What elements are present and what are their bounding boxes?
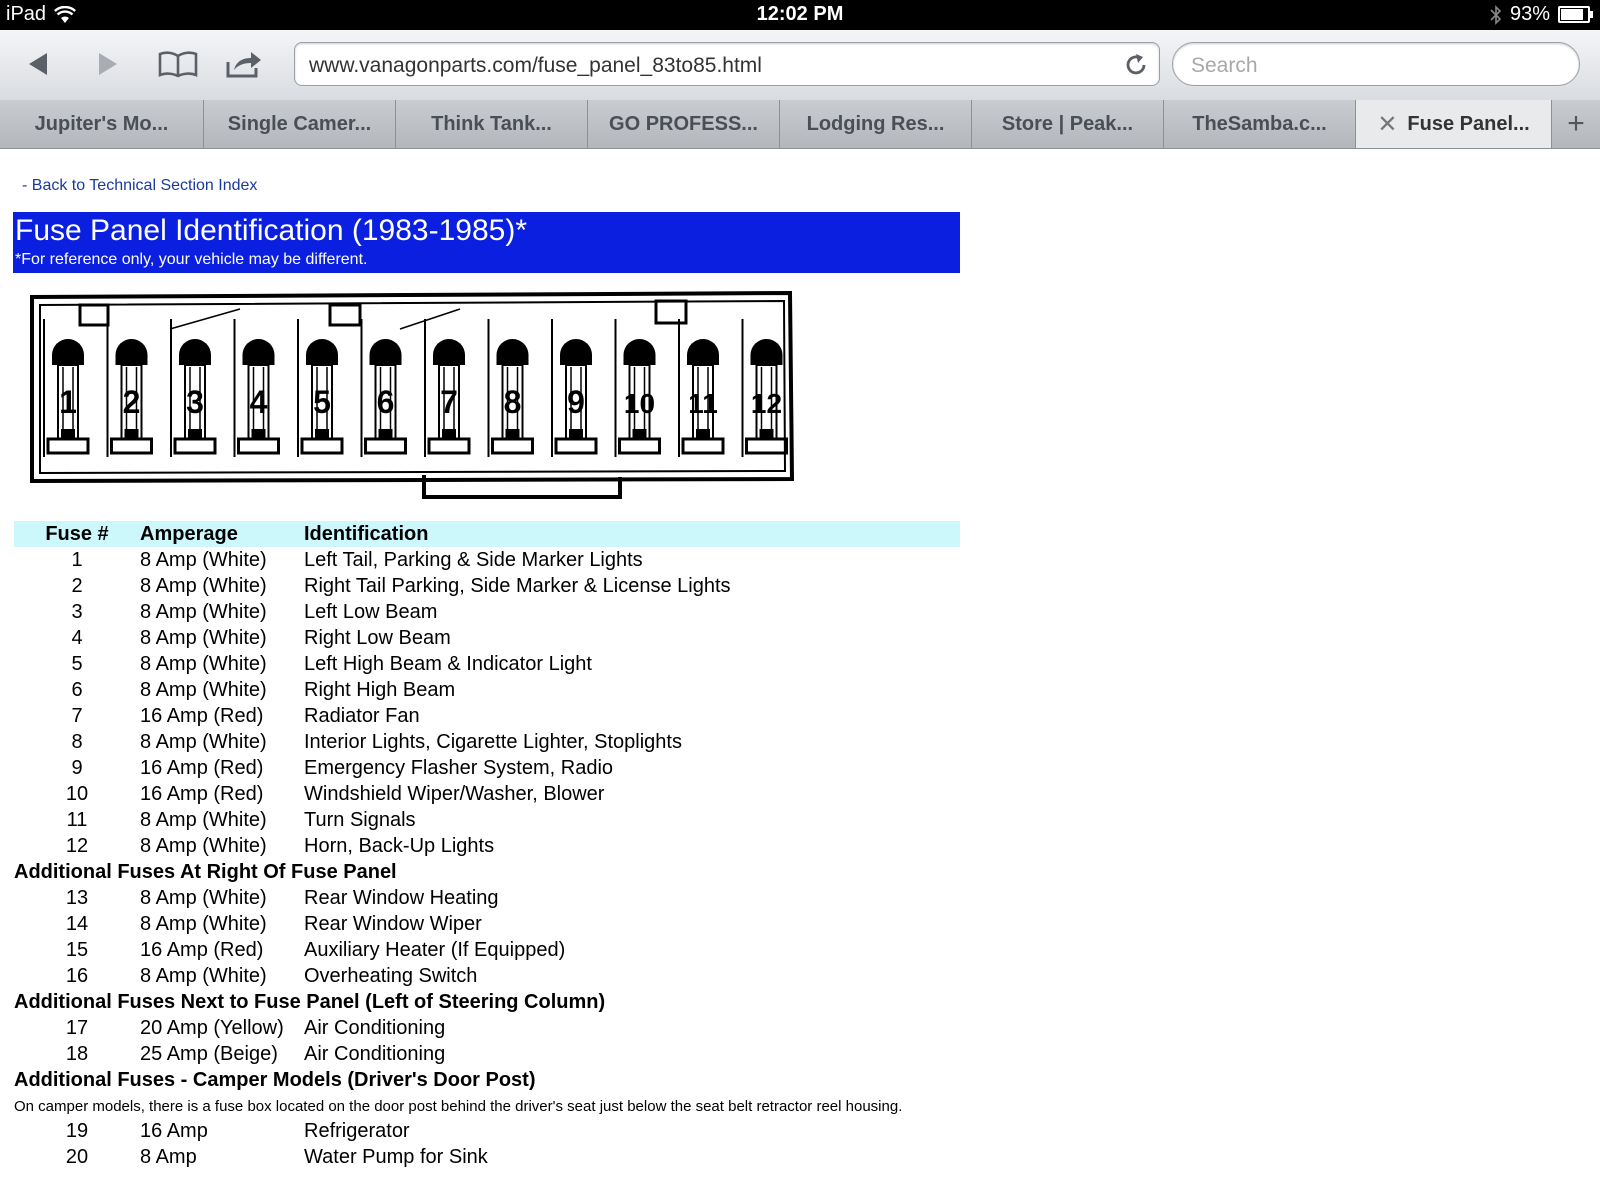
fuse-number-label: 5 [313,384,331,420]
tab-lodging[interactable] [780,100,972,148]
amperage-cell: 8 Amp (White) [140,549,267,571]
tab-label: Think Tank... [431,112,552,135]
identification-cell: Left High Beam & Indicator Light [304,653,592,675]
tab-single-camera[interactable] [204,100,396,148]
fuse-number-cell: 10 [65,783,89,805]
fuse-number-cell: 6 [71,679,83,701]
identification-cell: Right Low Beam [304,627,451,649]
table-row [14,703,960,729]
share-icon [224,48,264,80]
amperage-cell: 8 Amp (White) [140,965,267,987]
tab-label: TheSamba.c... [1192,112,1327,135]
amperage-cell: 8 Amp (White) [140,835,267,857]
identification-cell: Auxiliary Heater (If Equipped) [304,939,566,961]
fuse-number-cell: 13 [65,887,89,909]
page-title: Fuse Panel Identification (1983-1985)* [15,214,527,247]
bluetooth-icon [1490,5,1502,25]
url-text[interactable]: www.vanagonparts.com/fuse_panel_83to85.html [309,54,762,77]
table-row [14,833,960,859]
fuse-number-cell: 7 [71,705,83,727]
amperage-cell: 8 Amp (White) [140,627,267,649]
page-subtitle: *For reference only, your vehicle may be different. [15,251,368,268]
fuse-number-cell: 18 [65,1043,89,1065]
fuse-number-label: 8 [503,384,522,420]
tab-think-tank[interactable] [396,100,588,148]
fuse-slot [552,319,596,457]
battery-percent: 93% [1509,3,1550,25]
tab-label: Fuse Panel... [1407,112,1530,135]
fuse-number-cell: 12 [65,835,89,857]
identification-cell: Interior Lights, Cigarette Lighter, Stoplights [304,731,682,753]
amperage-cell: 8 Amp (White) [140,731,267,753]
table-row [14,599,960,625]
tab-bar [0,100,1600,149]
tab-fuse-panel[interactable] [1356,100,1552,148]
fuse-number-cell: 3 [71,601,83,623]
camper-note-row [14,1093,960,1118]
tab-label: Single Camer... [227,112,372,135]
identification-cell: Water Pump for Sink [304,1146,488,1168]
section-heading: Additional Fuses At Right Of Fuse Panel [14,861,397,883]
fuse-number-cell: 1 [71,549,83,571]
fuse-number-cell: 11 [66,809,88,831]
identification-cell: Left Tail, Parking & Side Marker Lights [304,549,643,571]
fuse-number-label: 12 [750,388,783,419]
forward-button[interactable] [86,46,130,82]
fuse-slot [44,319,88,457]
fuse-slot [743,319,787,457]
table-row [14,573,960,599]
amperage-cell: 8 Amp (White) [140,601,267,623]
back-to-index-link[interactable]: - Back to Technical Section Index [22,177,258,194]
fuse-slot [679,319,723,457]
fuse-number-label: 3 [186,384,204,420]
table-row [14,911,960,937]
table-row [14,885,960,911]
browser-toolbar [0,30,1600,101]
fuse-number-label: 4 [249,384,268,420]
amperage-cell: 8 Amp (White) [140,887,267,909]
amperage-cell: 8 Amp (White) [140,913,267,935]
amperage-cell: 16 Amp (Red) [140,705,264,727]
tab-label: Jupiter's Mo... [34,112,169,135]
fuse-slot [489,319,533,457]
table-row [14,963,960,989]
amperage-cell: 20 Amp (Yellow) [140,1017,284,1039]
identification-cell: Right High Beam [304,679,456,701]
fuse-number-label: 11 [688,388,718,419]
identification-cell: Turn Signals [304,809,416,831]
amperage-cell: 16 Amp [140,1120,208,1142]
table-row [14,755,960,781]
tab-label: Lodging Res... [806,112,945,135]
tab-go-professional[interactable] [588,100,780,148]
identification-cell: Horn, Back-Up Lights [304,835,495,857]
fuse-number-cell: 17 [65,1017,89,1039]
table-row [14,937,960,963]
amperage-cell: 8 Amp (White) [140,575,267,597]
battery-icon [1558,6,1590,23]
table-row [14,807,960,833]
amperage-cell: 25 Amp (Beige) [140,1043,278,1065]
device-name: iPad [6,3,47,25]
table-header-row [14,521,960,547]
section-heading: Additional Fuses - Camper Models (Driver's Door Post) [14,1069,536,1091]
section-steering-column [14,989,960,1015]
camper-note: On camper models, there is a fuse box located on the door post behind the driver's seat just below the seat belt retractor reel housing. [14,1098,903,1115]
back-arrow-icon [23,49,53,79]
url-bar[interactable] [294,42,1160,86]
tab-jupiters[interactable] [0,100,204,148]
section-heading: Additional Fuses Next to Fuse Panel (Left of Steering Column) [14,991,606,1013]
fuse-number-label: 6 [376,384,395,420]
table-row [14,1144,960,1170]
fuse-slot [362,319,406,457]
web-page [0,149,1600,1200]
fuse-slots [44,319,787,457]
fuse-number-label: 1 [59,384,77,420]
identification-cell: Refrigerator [304,1120,410,1142]
share-button[interactable] [222,46,266,82]
fuse-slot [298,319,342,457]
identification-cell: Rear Window Heating [304,887,499,909]
table-row [14,1041,960,1067]
fuse-number-cell: 15 [65,939,89,961]
identification-cell: Windshield Wiper/Washer, Blower [304,783,605,805]
fuse-number-label: 10 [623,388,656,419]
fuse-number-cell: 16 [65,965,89,987]
amperage-cell: 16 Amp (Red) [140,757,264,779]
table-row [14,1015,960,1041]
tab-label: GO PROFESS... [609,112,758,135]
identification-cell: Air Conditioning [304,1043,446,1065]
table-row [14,781,960,807]
clock: 12:02 PM [756,3,844,25]
close-tab-icon[interactable]: ✕ [1377,110,1398,138]
amperage-cell: 8 Amp [140,1146,197,1168]
table-row [14,1118,960,1144]
fuse-number-cell: 4 [71,627,83,649]
fuse-number-cell: 2 [71,575,83,597]
amperage-cell: 16 Amp (Red) [140,783,264,805]
identification-cell: Left Low Beam [304,601,438,623]
fuse-number-cell: 8 [71,731,83,753]
fuse-panel-diagram [20,289,810,505]
fuse-slot [171,319,215,457]
amperage-cell: 16 Amp (Red) [140,939,264,961]
fuse-number-cell: 19 [65,1120,89,1142]
identification-cell: Emergency Flasher System, Radio [304,757,614,779]
plus-icon: + [1567,107,1585,140]
fuse-number-cell: 14 [65,913,89,935]
tab-thesamba[interactable] [1164,100,1356,148]
fuse-number-label: 9 [567,384,585,420]
fuse-number-cell: 5 [71,653,83,675]
identification-cell: Rear Window Wiper [304,913,482,935]
amperage-cell: 8 Amp (White) [140,653,267,675]
table-row [14,729,960,755]
fuse-slot [425,319,469,457]
amperage-cell: 8 Amp (White) [140,809,267,831]
table-row [14,547,960,573]
fuse-number-cell: 9 [71,757,83,779]
identification-cell: Right Tail Parking, Side Marker & License Lights [304,575,731,597]
fuse-slot [616,319,660,457]
header-amperage: Amperage [140,521,304,547]
search-input[interactable] [1189,53,1553,79]
tab-store-peak[interactable] [972,100,1164,148]
page-banner [13,212,960,273]
forward-arrow-icon [93,49,123,79]
fuse-slot [235,319,279,457]
identification-cell: Overheating Switch [304,965,478,987]
book-icon [158,49,198,79]
new-tab-button[interactable] [1552,100,1600,148]
fuse-table [14,521,960,1170]
table-row [14,651,960,677]
header-fuse-number: Fuse # [14,521,140,547]
identification-cell: Air Conditioning [304,1017,446,1039]
search-field[interactable] [1172,42,1580,86]
amperage-cell: 8 Amp (White) [140,679,267,701]
table-row [14,625,960,651]
status-bar [0,0,1600,30]
section-camper-models [14,1067,960,1093]
tab-label: Store | Peak... [1001,112,1134,135]
table-row [14,677,960,703]
back-button[interactable] [16,46,60,82]
fuse-number-cell: 20 [65,1146,89,1168]
section-right-of-panel [14,859,960,885]
identification-cell: Radiator Fan [304,705,420,727]
bookmarks-button[interactable] [156,46,200,82]
fuse-number-label: 7 [440,384,458,420]
reload-icon[interactable] [1123,52,1149,78]
fuse-number-label: 2 [122,384,141,420]
fuse-slot [108,319,152,457]
header-identification: Identification [304,521,960,547]
